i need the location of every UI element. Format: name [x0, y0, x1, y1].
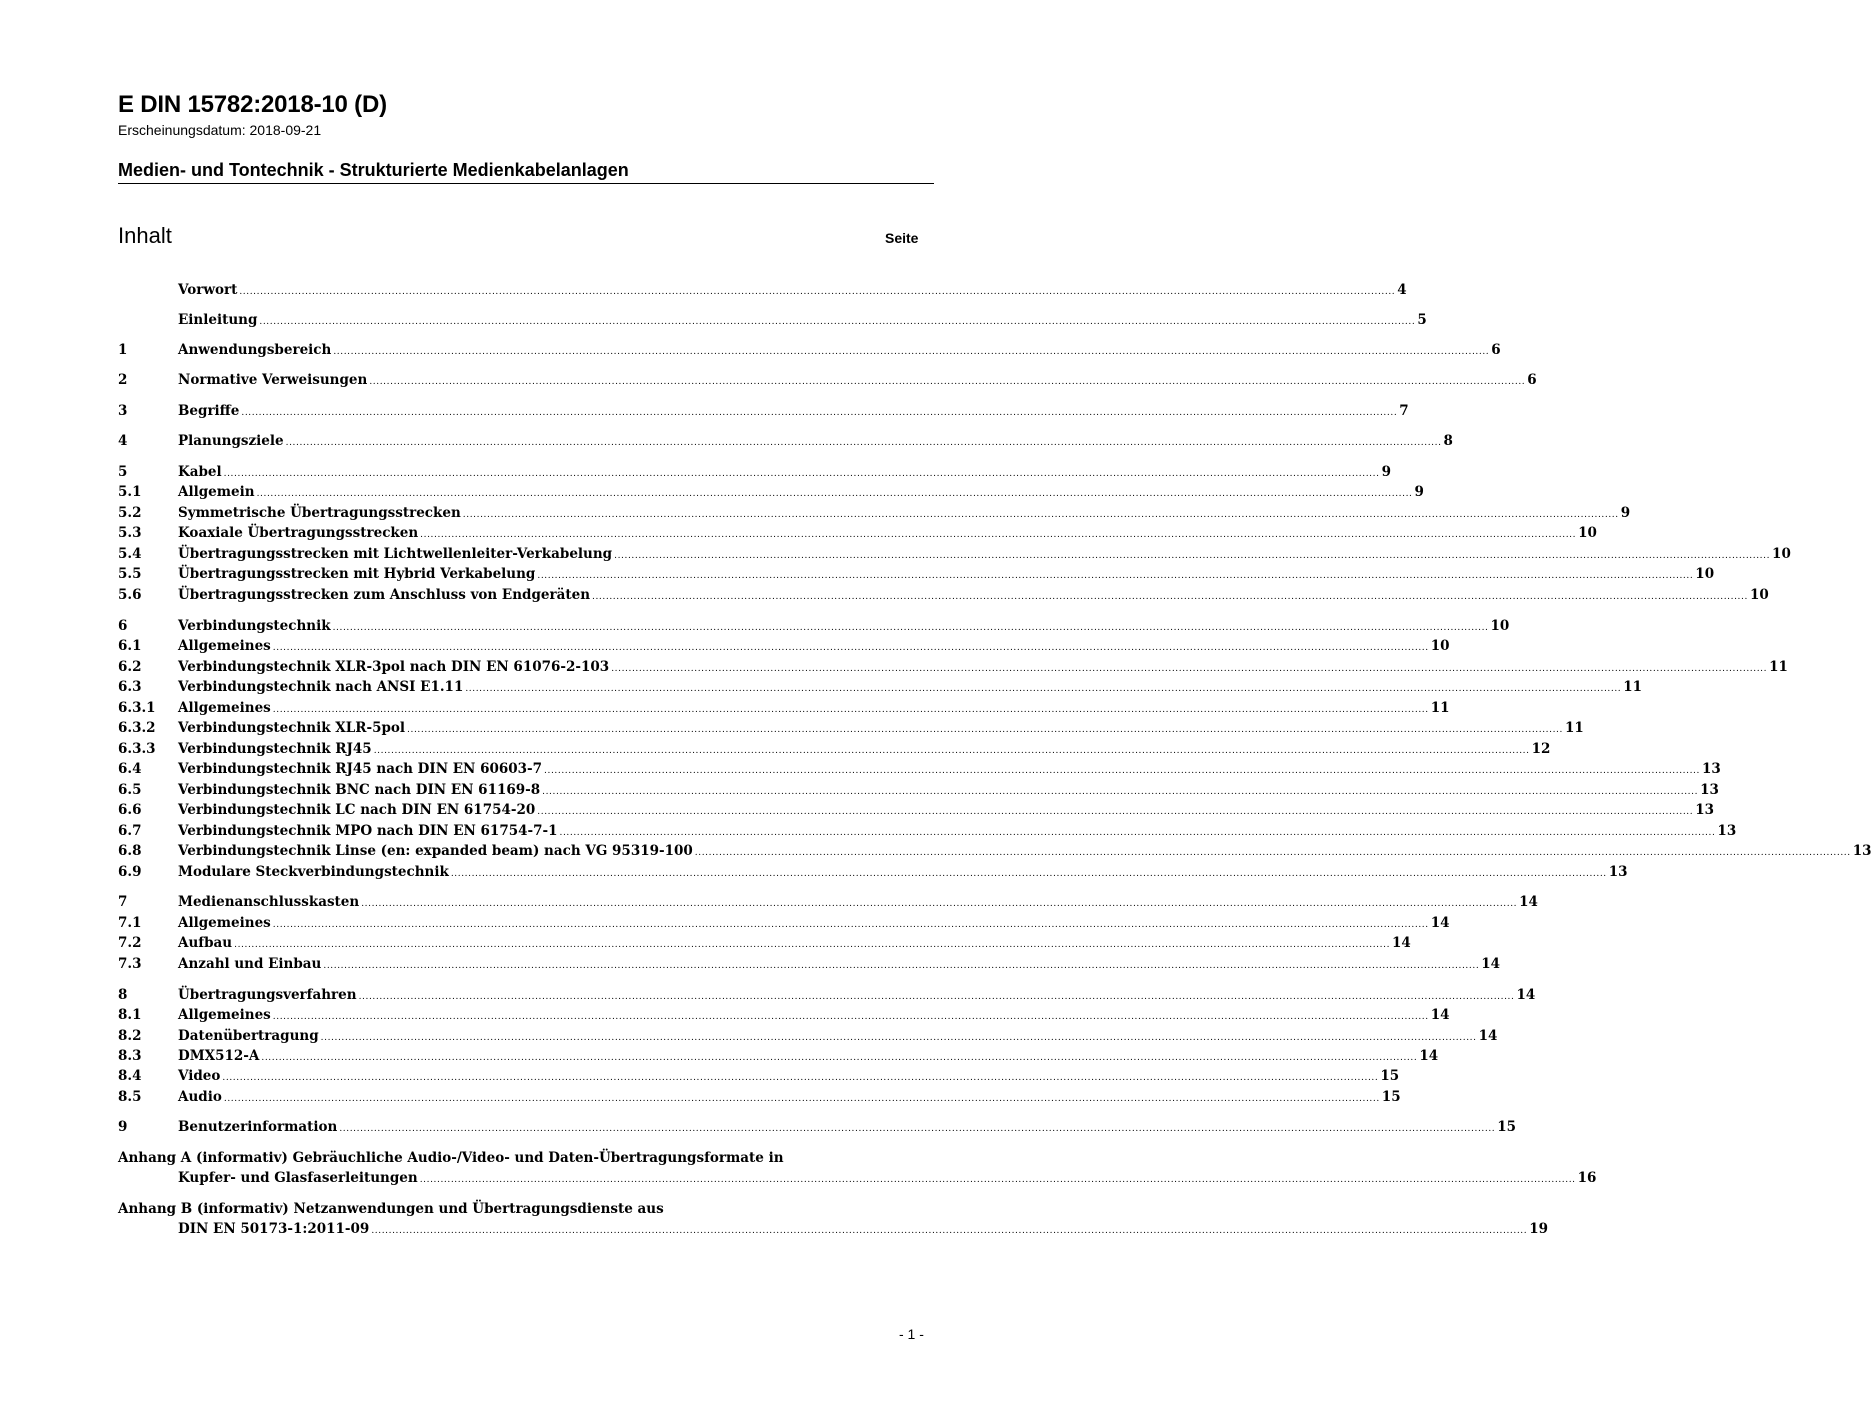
toc-entry-page: 11	[1430, 700, 1450, 716]
toc-entry-number: 7.2	[118, 935, 142, 951]
toc-entry[interactable]	[118, 862, 1628, 884]
toc-entry-number: 5.3	[118, 525, 142, 541]
toc-leader: ..............................................................................................................................................................................................................................................................................................................................................	[420, 530, 1577, 540]
toc-entry-title: Koaxiale Übertragungsstrecken	[178, 525, 419, 541]
toc-entry-page: 10	[1578, 525, 1597, 541]
toc-entry[interactable]	[118, 1087, 1401, 1109]
toc-entry-page: 15	[1381, 1089, 1401, 1105]
toc-entry-title: Allgemeines	[178, 638, 271, 654]
toc-entry-page: 14	[1430, 1007, 1450, 1023]
toc-entry-title: DIN EN 50173-1:2011-09	[178, 1221, 370, 1237]
toc-entry-page: 15	[1497, 1119, 1517, 1135]
toc-entry-number: 6	[118, 618, 128, 634]
toc-entry[interactable]	[118, 585, 1769, 607]
toc-entry-page: 10	[1490, 618, 1510, 634]
toc-leader: ..............................................................................................................................................................................................................................................................................................................................................	[223, 1094, 1380, 1104]
toc-entry[interactable]	[118, 985, 1536, 1007]
toc-leader: ..............................................................................................................................................................................................................................................................................................................................................	[694, 848, 1851, 858]
toc-entry-page: 16	[1577, 1170, 1597, 1186]
toc-entry-page: 13	[1608, 864, 1628, 880]
toc-entry-title: Verbindungstechnik RJ45	[178, 741, 372, 757]
toc-entry-number: 5.4	[118, 546, 142, 562]
toc-leader: ..............................................................................................................................................................................................................................................................................................................................................	[234, 940, 1391, 950]
toc-entry-page: 11	[1769, 659, 1788, 675]
page-number: - 1 -	[899, 1326, 924, 1342]
toc-entry-page: 9	[1620, 505, 1631, 521]
toc-entry-number: 6.5	[118, 782, 142, 798]
toc-entry-title: Kabel	[178, 464, 222, 480]
toc-leader: ..............................................................................................................................................................................................................................................................................................................................................	[537, 807, 1694, 817]
toc-entry-page: 5	[1417, 312, 1427, 328]
toc-entry[interactable]	[118, 616, 1510, 638]
toc-entry[interactable]	[118, 401, 1409, 423]
toc-entry[interactable]	[118, 280, 1407, 302]
toc-leader: ..............................................................................................................................................................................................................................................................................................................................................	[323, 961, 1480, 971]
toc-leader: ..............................................................................................................................................................................................................................................................................................................................................	[256, 489, 1413, 499]
toc-entry[interactable]	[118, 431, 1453, 453]
toc-entry-page: 13	[1695, 802, 1714, 818]
toc-entry-page: 6	[1527, 372, 1537, 388]
toc-leader: ..............................................................................................................................................................................................................................................................................................................................................	[261, 1053, 1418, 1063]
toc-entry-number: 3	[118, 403, 128, 419]
toc-leader: ..............................................................................................................................................................................................................................................................................................................................................	[223, 469, 1380, 479]
toc-entry-title: Aufbau	[178, 935, 233, 951]
toc-entry-number: 9	[118, 1119, 128, 1135]
toc-entry-number: 5	[118, 464, 128, 480]
toc-entry-number: 6.6	[118, 802, 142, 818]
toc-entry-number: 5.2	[118, 505, 142, 521]
toc-entry-title: Allgemeines	[178, 915, 271, 931]
toc-entry[interactable]	[118, 370, 1537, 392]
toc-leader: ..............................................................................................................................................................................................................................................................................................................................................	[272, 705, 1429, 715]
toc-leader: ..............................................................................................................................................................................................................................................................................................................................................	[407, 725, 1563, 735]
toc-entry-page: 6	[1491, 342, 1501, 358]
toc-entry-title: DMX512-A	[178, 1048, 260, 1064]
toc-entry-number: 8.2	[118, 1028, 142, 1044]
toc-leader: ..............................................................................................................................................................................................................................................................................................................................................	[462, 510, 1619, 520]
publication-date: Erscheinungsdatum: 2018-09-21	[118, 122, 322, 138]
toc-entry-page: 14	[1430, 915, 1450, 931]
toc-entry-number: 6.7	[118, 823, 142, 839]
toc-entry-title: Anwendungsbereich	[178, 342, 332, 358]
toc-leader: ..............................................................................................................................................................................................................................................................................................................................................	[272, 643, 1429, 653]
toc-entry[interactable]	[118, 1026, 1498, 1048]
toc-entry-number: 4	[118, 433, 128, 449]
toc-entry-page: 9	[1414, 484, 1424, 500]
toc-entry-title: Allgemeines	[178, 1007, 271, 1023]
toc-entry-title: Planungsziele	[178, 433, 284, 449]
toc-entry[interactable]	[118, 636, 1450, 658]
toc-entry[interactable]	[118, 841, 1872, 863]
toc-entry-number: 2	[118, 372, 128, 388]
toc-entry-title: Kupfer- und Glasfaserleitungen	[178, 1170, 418, 1186]
toc-leader: ..............................................................................................................................................................................................................................................................................................................................................	[358, 992, 1515, 1002]
toc-entry[interactable]	[118, 523, 1597, 545]
toc-entry-page: 9	[1381, 464, 1391, 480]
toc-entry[interactable]	[118, 462, 1391, 484]
toc-entry-title: Verbindungstechnik XLR-3pol nach DIN EN 61076-2-103	[178, 659, 610, 675]
header-rule	[118, 183, 934, 184]
toc-entry[interactable]	[118, 718, 1584, 740]
toc-entry-page: 4	[1397, 282, 1407, 298]
toc-entry-title: Video	[178, 1068, 221, 1084]
toc-heading: Inhalt	[118, 223, 172, 248]
toc-leader: ..............................................................................................................................................................................................................................................................................................................................................	[614, 551, 1771, 561]
toc-entry-title: Verbindungstechnik BNC nach DIN EN 61169-8	[178, 782, 541, 798]
toc-leader: ..............................................................................................................................................................................................................................................................................................................................................	[272, 1012, 1429, 1022]
toc-entry-title: Verbindungstechnik nach ANSI E1.11	[178, 679, 464, 695]
toc-leader: ..............................................................................................................................................................................................................................................................................................................................................	[320, 1033, 1477, 1043]
toc-entry-page: 8	[1443, 433, 1453, 449]
toc-entry[interactable]	[118, 1117, 1517, 1139]
toc-entry-title: Modulare Steckverbindungstechnik	[178, 864, 449, 880]
toc-leader: ..............................................................................................................................................................................................................................................................................................................................................	[222, 1073, 1379, 1083]
toc-entry-title: Begriffe	[178, 403, 240, 419]
toc-entry-title: Audio	[178, 1089, 222, 1105]
toc-entry-number: 5.5	[118, 566, 142, 582]
toc-entry-title: Verbindungstechnik LC nach DIN EN 61754-20	[178, 802, 536, 818]
toc-entry-page: 12	[1531, 741, 1551, 757]
toc-entry-title: Benutzerinformation	[178, 1119, 338, 1135]
toc-entry-page: 10	[1430, 638, 1450, 654]
toc-leader: ..............................................................................................................................................................................................................................................................................................................................................	[542, 787, 1699, 797]
toc-entry[interactable]	[118, 1066, 1400, 1088]
toc-entry-title: Allgemeines	[178, 700, 271, 716]
toc-entry-title: Verbindungstechnik Linse (en: expanded beam) nach VG 95319-100	[178, 843, 693, 859]
toc-entry-title: Verbindungstechnik RJ45 nach DIN EN 60603-7	[178, 761, 543, 777]
toc-entry-page: 10	[1749, 587, 1769, 603]
toc-leader: ..............................................................................................................................................................................................................................................................................................................................................	[361, 899, 1518, 909]
toc-entry[interactable]	[118, 1005, 1450, 1027]
toc-entry[interactable]	[118, 1046, 1439, 1068]
toc-entry[interactable]	[118, 821, 1737, 843]
toc-entry-page: 14	[1419, 1048, 1439, 1064]
toc-leader: ..............................................................................................................................................................................................................................................................................................................................................	[371, 1226, 1528, 1236]
toc-entry-number: 8.1	[118, 1007, 142, 1023]
toc-entry-title: Übertragungsstrecken mit Lichtwellenleiter-Verkabelung	[178, 546, 613, 562]
toc-leader: ..............................................................................................................................................................................................................................................................................................................................................	[450, 869, 1607, 879]
toc-entry[interactable]	[118, 739, 1551, 761]
toc-entry-number: 6.9	[118, 864, 142, 880]
toc-entry[interactable]	[118, 698, 1450, 720]
toc-entry-number: 6.3.3	[118, 741, 156, 757]
toc-entry-title: Verbindungstechnik XLR-5pol	[178, 720, 406, 736]
toc-entry-number: 6.1	[118, 638, 142, 654]
toc-leader: ..............................................................................................................................................................................................................................................................................................................................................	[373, 746, 1530, 756]
toc-entry-title: Verbindungstechnik MPO nach DIN EN 61754-7-1	[178, 823, 558, 839]
toc-entry-title: Verbindungstechnik	[178, 618, 331, 634]
toc-entry-title: Übertragungsverfahren	[178, 987, 357, 1003]
toc-page-label: Seite	[885, 230, 919, 246]
toc-entry-title: Symmetrische Übertragungsstrecken	[178, 505, 461, 521]
toc-entry-number: 8.3	[118, 1048, 142, 1064]
toc-leader: ..............................................................................................................................................................................................................................................................................................................................................	[241, 408, 1398, 418]
toc-entry-number: 7.1	[118, 915, 142, 931]
toc-entry-number: 5.1	[118, 484, 142, 500]
toc-entry-number: 6.8	[118, 843, 142, 859]
toc-entry[interactable]	[118, 503, 1631, 525]
toc-leader: ..............................................................................................................................................................................................................................................................................................................................................	[465, 684, 1622, 694]
toc-entry-number: 6.3.1	[118, 700, 156, 716]
toc-leader: ..............................................................................................................................................................................................................................................................................................................................................	[544, 766, 1700, 776]
toc-annex-a-heading[interactable]: Anhang A (informativ) Gebräuchliche Audio-/Video- und Daten-Übertragungsformate in	[118, 1150, 784, 1166]
toc-entry-page: 13	[1700, 782, 1719, 798]
toc-entry-title: Übertragungsstrecken zum Anschluss von Endgeräten	[178, 587, 591, 603]
toc-entry-page: 14	[1516, 987, 1536, 1003]
toc-entry-page: 10	[1772, 546, 1791, 562]
toc-annex-b[interactable]	[178, 1219, 1549, 1241]
toc-entry-page: 11	[1564, 720, 1584, 736]
toc-entry[interactable]	[118, 800, 1714, 822]
toc-leader: ..............................................................................................................................................................................................................................................................................................................................................	[611, 664, 1768, 674]
toc-entry[interactable]	[118, 564, 1715, 586]
toc-entry[interactable]	[118, 657, 1788, 679]
toc-entry-number: 1	[118, 342, 128, 358]
toc-entry[interactable]	[118, 677, 1643, 699]
toc-entry-title: Allgemein	[178, 484, 255, 500]
toc-leader: ..............................................................................................................................................................................................................................................................................................................................................	[239, 287, 1396, 297]
toc-leader: ..............................................................................................................................................................................................................................................................................................................................................	[339, 1124, 1496, 1134]
toc-leader: ..............................................................................................................................................................................................................................................................................................................................................	[272, 920, 1429, 930]
toc-entry-title: Vorwort	[178, 282, 238, 298]
toc-entry-page: 14	[1478, 1028, 1498, 1044]
toc-entry-page: 14	[1392, 935, 1411, 951]
toc-leader: ..............................................................................................................................................................................................................................................................................................................................................	[592, 592, 1748, 602]
toc-entry-page: 7	[1399, 403, 1409, 419]
toc-entry-number: 6.2	[118, 659, 142, 675]
toc-entry-page: 14	[1481, 956, 1501, 972]
toc-leader: ..............................................................................................................................................................................................................................................................................................................................................	[285, 438, 1442, 448]
toc-entry-title: Normative Verweisungen	[178, 372, 368, 388]
toc-entry-page: 13	[1701, 761, 1721, 777]
toc-entry-title: Datenübertragung	[178, 1028, 319, 1044]
toc-entry-number: 6.3	[118, 679, 142, 695]
toc-entry[interactable]	[118, 340, 1501, 362]
toc-entry-number: 6.4	[118, 761, 142, 777]
toc-entry-number: 8.4	[118, 1068, 142, 1084]
toc-entry[interactable]	[118, 482, 1424, 504]
toc-leader: ..............................................................................................................................................................................................................................................................................................................................................	[419, 1175, 1576, 1185]
toc-leader: ..............................................................................................................................................................................................................................................................................................................................................	[332, 623, 1489, 633]
toc-leader: ..............................................................................................................................................................................................................................................................................................................................................	[259, 317, 1416, 327]
toc-entry-number: 7	[118, 894, 128, 910]
toc-entry-title: Einleitung	[178, 312, 258, 328]
toc-entry-number: 5.6	[118, 587, 142, 603]
toc-entry[interactable]	[118, 933, 1411, 955]
toc-entry[interactable]	[118, 954, 1501, 976]
toc-entry-number: 7.3	[118, 956, 142, 972]
toc-entry-number: 8	[118, 987, 128, 1003]
toc-entry[interactable]	[118, 544, 1791, 566]
toc-leader: ..............................................................................................................................................................................................................................................................................................................................................	[333, 347, 1490, 357]
toc-entry-number: 6.3.2	[118, 720, 156, 736]
toc-entry-title: Anzahl und Einbau	[178, 956, 322, 972]
toc-entry-page: 19	[1529, 1221, 1549, 1237]
document-title: E DIN 15782:2018-10 (D)	[118, 91, 387, 118]
toc-leader: ..............................................................................................................................................................................................................................................................................................................................................	[537, 571, 1694, 581]
toc-entry[interactable]	[118, 780, 1719, 802]
toc-leader: ..............................................................................................................................................................................................................................................................................................................................................	[369, 377, 1526, 387]
toc-entry[interactable]	[118, 759, 1721, 781]
toc-entry-number: 8.5	[118, 1089, 142, 1105]
toc-entry[interactable]	[118, 913, 1450, 935]
toc-entry[interactable]	[118, 310, 1427, 332]
document-subtitle: Medien- und Tontechnik - Strukturierte Medienkabelanlagen	[118, 160, 629, 180]
toc-entry[interactable]	[118, 892, 1538, 914]
toc-entry-page: 11	[1623, 679, 1643, 695]
toc-entry-page: 10	[1695, 566, 1715, 582]
toc-entry-page: 14	[1519, 894, 1538, 910]
toc-leader: ..............................................................................................................................................................................................................................................................................................................................................	[559, 828, 1716, 838]
toc-entry-title: Medienanschlusskasten	[178, 894, 360, 910]
toc-entry-page: 13	[1717, 823, 1737, 839]
toc-annex-b-heading[interactable]: Anhang B (informativ) Netzanwendungen und Übertragungsdienste aus	[118, 1201, 664, 1217]
toc-entry-page: 13	[1852, 843, 1872, 859]
toc-entry-page: 15	[1380, 1068, 1400, 1084]
toc-annex-a[interactable]	[178, 1168, 1597, 1190]
toc-entry-title: Übertragungsstrecken mit Hybrid Verkabelung	[178, 566, 536, 582]
